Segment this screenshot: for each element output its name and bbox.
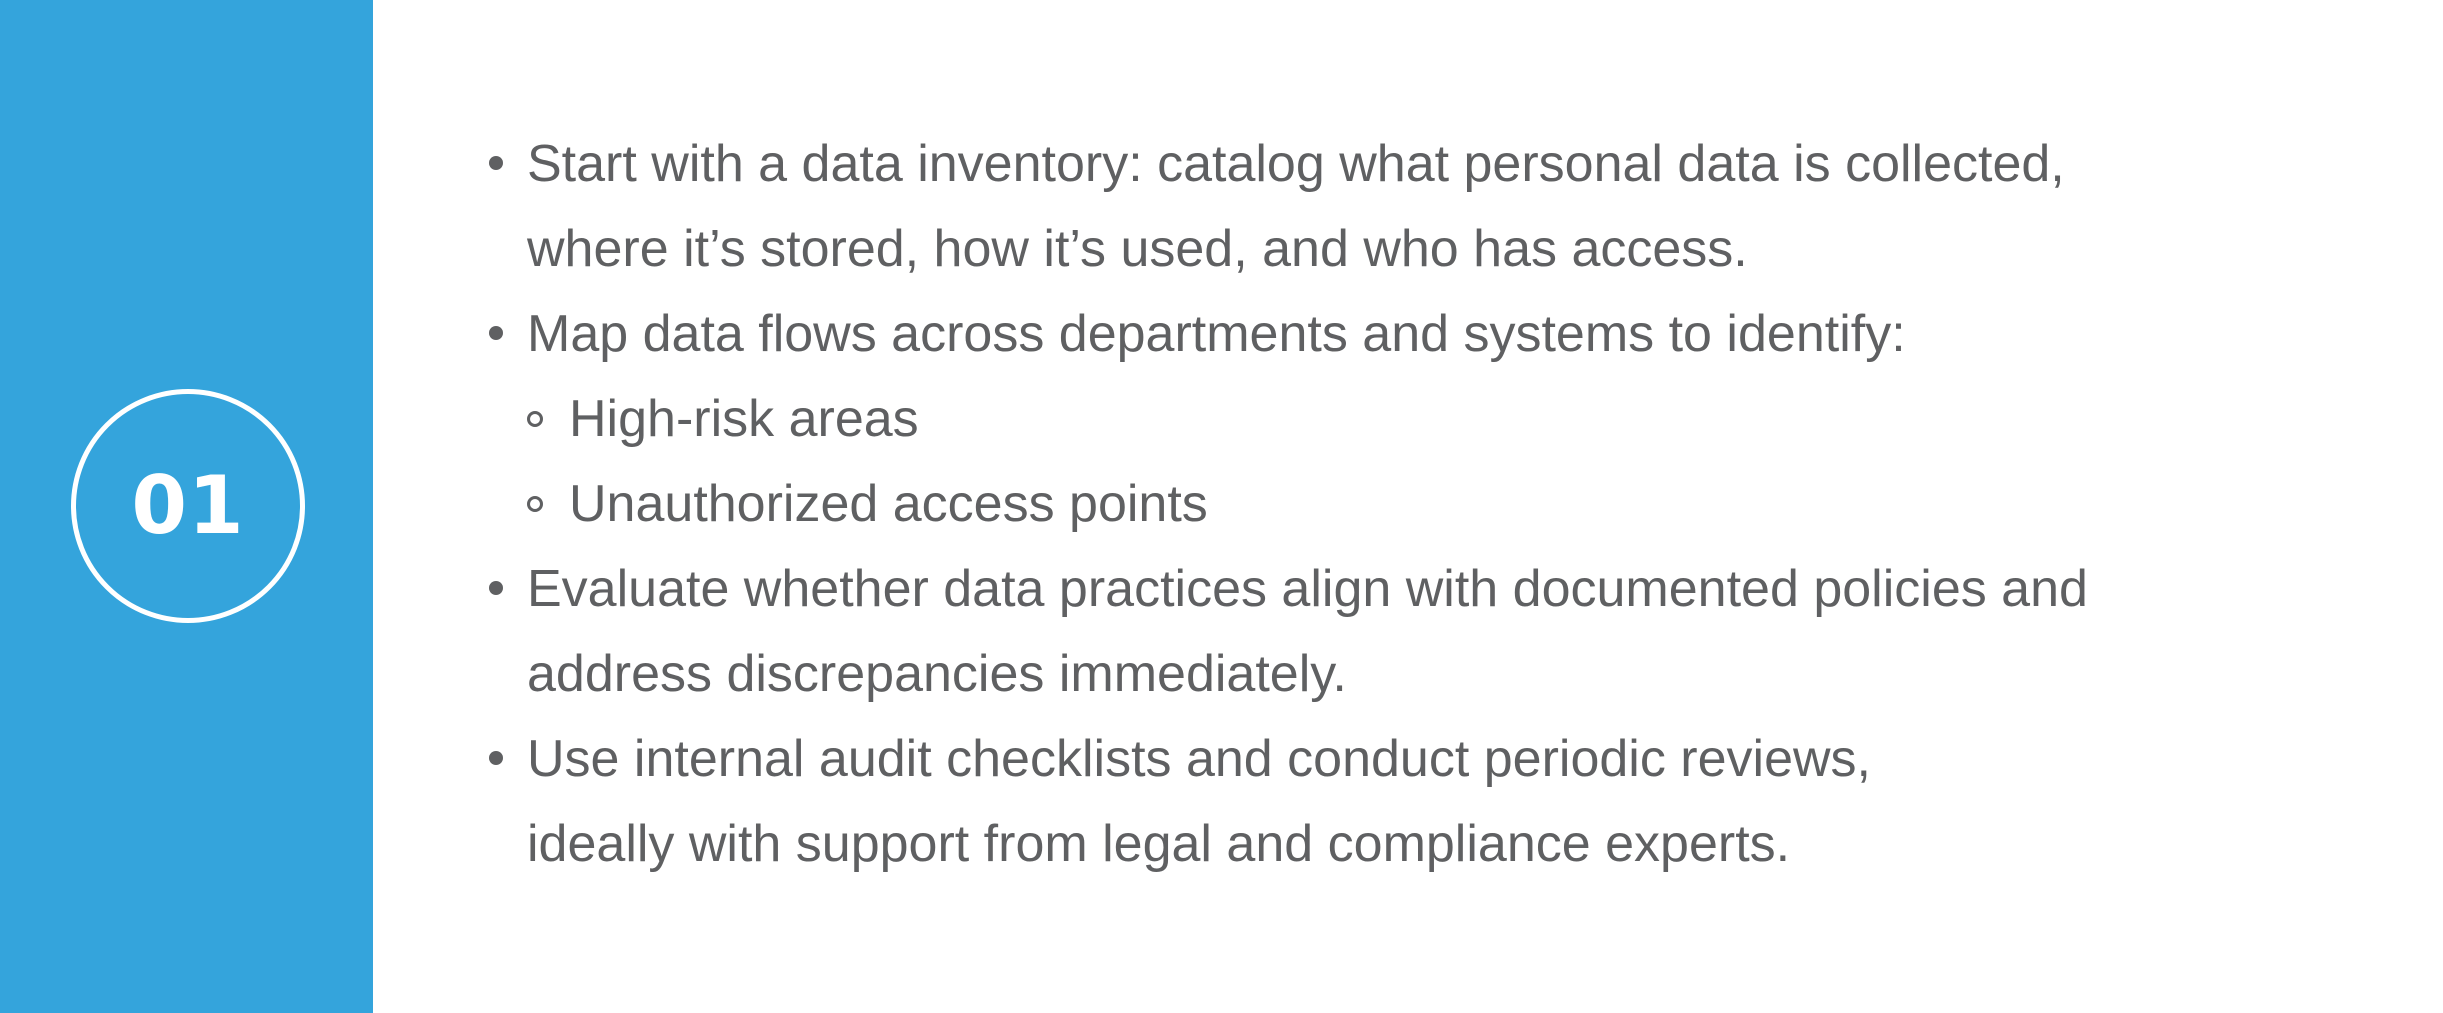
sub-bullet-text: Unauthorized access points [569,475,1208,533]
sub-bullet-item-unauthorized-access [527,462,2387,547]
hollow-bullet-icon [527,496,543,512]
bullet-text-line: address discrepancies immediately. [527,645,1347,703]
sub-bullet-text: High-risk areas [569,390,919,448]
bullet-item-audit-checklists [487,717,2387,887]
bullet-text-line: Use internal audit checklists and conduct periodic reviews, [527,730,1872,788]
content-area [487,122,2387,887]
bullet-text-line: Map data flows across departments and systems to identify: [527,305,1906,363]
bullet-item-data-inventory [487,122,2387,292]
bullet-dot-icon [489,751,503,765]
bullet-dot-icon [489,156,503,170]
bullet-list [487,122,2387,887]
bullet-dot-icon [489,581,503,595]
hollow-bullet-icon [527,411,543,427]
bullet-dot-icon [489,326,503,340]
sub-bullet-item-high-risk-areas [527,377,2387,462]
bullet-text-line: where it’s stored, how it’s used, and who has access. [527,220,1748,278]
step-side-panel [0,0,373,1013]
bullet-item-map-data-flows [487,292,2387,547]
sub-bullet-list [527,377,2387,547]
bullet-text-line: ideally with support from legal and compliance experts. [527,815,1791,873]
bullet-text-line: Start with a data inventory: catalog what personal data is collected, [527,135,2065,193]
bullet-text-line: Evaluate whether data practices align with documented policies and [527,560,2088,618]
bullet-item-evaluate-practices [487,547,2387,717]
step-number-circle [71,389,305,623]
step-number: 01 [131,459,245,552]
